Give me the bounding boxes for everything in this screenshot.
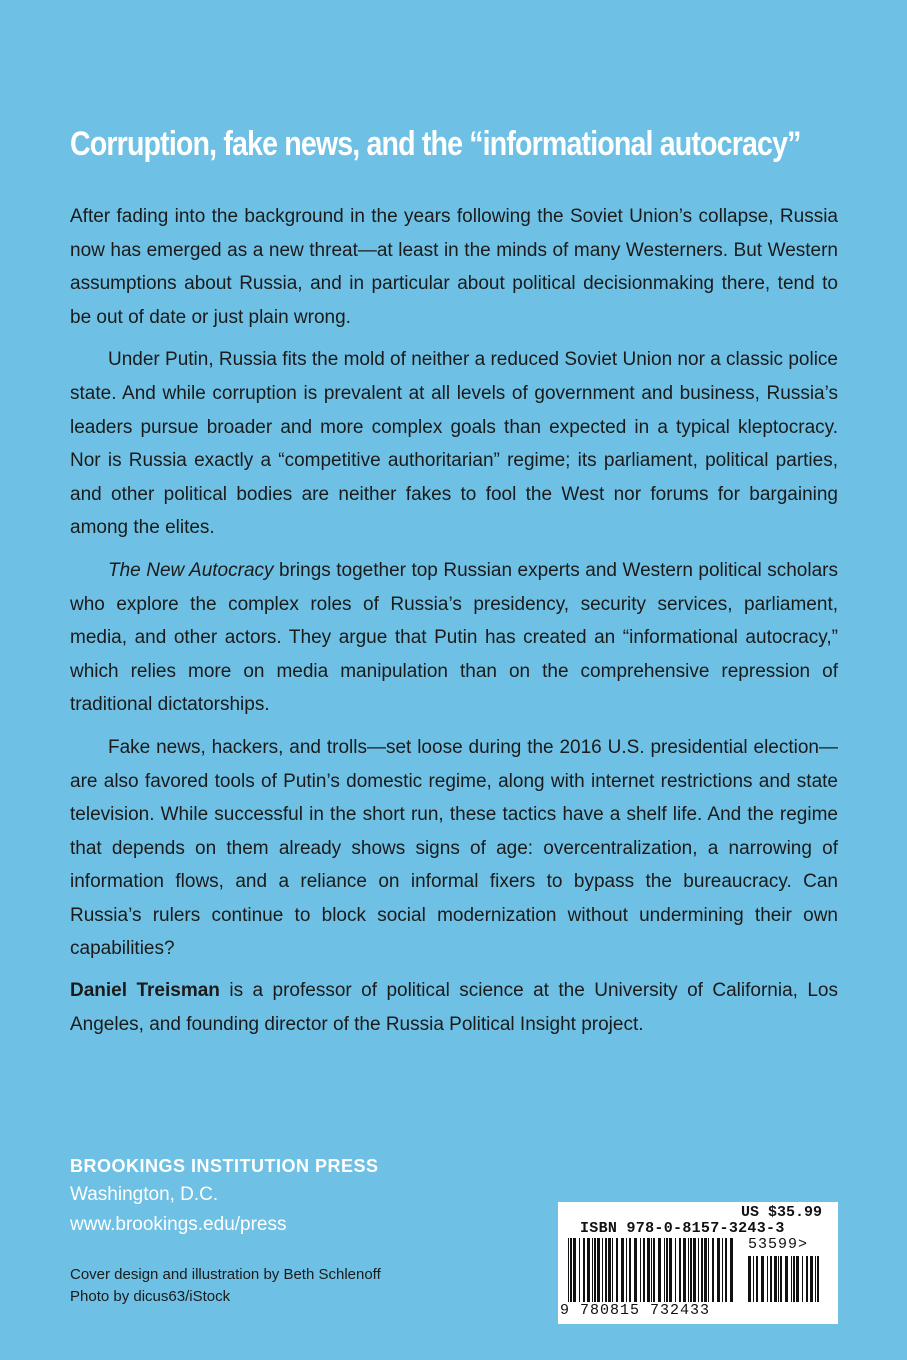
barcode-bar	[602, 1238, 603, 1302]
barcode-bar	[756, 1256, 758, 1302]
barcode-bar	[722, 1238, 723, 1302]
barcode-bar	[568, 1238, 569, 1302]
barcode-bar	[806, 1256, 808, 1302]
photo-credit: Photo by dicus63/iStock	[70, 1288, 231, 1305]
addon-barcode-bars	[748, 1256, 819, 1302]
barcode-bar	[690, 1238, 692, 1302]
blurb-paragraph-1: After fading into the background in the years following the Soviet Union’s collapse, Russia now has emerged as a new threat—at least in the minds of many Westerners. But Western assumptions about Russia, and in particular about political decisionmaking there, tend to be out of date or just plain wrong.	[70, 206, 838, 328]
publisher-url[interactable]: www.brookings.edu/press	[70, 1214, 287, 1235]
cover-design-credit: Cover design and illustration by Beth Schlenoff	[70, 1266, 381, 1283]
barcode-bar	[815, 1256, 816, 1302]
barcode-bar	[675, 1238, 676, 1302]
barcode-bar	[688, 1238, 689, 1302]
barcode-bar	[651, 1238, 652, 1302]
barcode-bar	[761, 1256, 764, 1302]
publisher-name: BROOKINGS INSTITUTION PRESS	[70, 1156, 379, 1176]
barcode-bar	[717, 1238, 720, 1302]
barcode-bar	[594, 1238, 596, 1302]
barcode-bar	[748, 1256, 751, 1302]
barcode-bar	[587, 1238, 590, 1302]
barcode-label	[558, 1202, 838, 1324]
barcode-bar	[683, 1238, 686, 1302]
barcode-bar	[793, 1256, 795, 1302]
back-cover-headline: Corruption, fake news, and the “informational autocracy”	[70, 125, 801, 163]
price-label: US $35.99	[740, 1204, 822, 1221]
publisher-city: Washington, D.C.	[70, 1184, 219, 1205]
blurb-paragraph-4: Fake news, hackers, and trolls—set loose during the 2016 U.S. presidential election—are also favored tools of Putin’s domestic regime, along with internet restrictions and state television. While successful in the short run, these tactics have a shelf life. And the regime that depends on them already shows signs of age: overcentralization, a narrowing of information flows, and a reliance on informal fixers to bypass the bureaucracy. Can Russia’s rulers continue to block social modernization without undermining their own capabilities?	[70, 736, 838, 960]
barcode-bar	[669, 1238, 672, 1302]
ean-barcode-bars	[568, 1238, 733, 1302]
barcode-bar	[608, 1238, 611, 1302]
book-title-italic: The New Autocracy	[108, 559, 274, 581]
barcode-bar	[796, 1256, 799, 1302]
barcode-bar	[698, 1238, 699, 1302]
barcode-bar	[679, 1238, 681, 1302]
isbn-label: ISBN 978-0-8157-3243-3	[580, 1220, 785, 1237]
barcode-bar	[774, 1256, 777, 1302]
barcode-bar	[653, 1238, 655, 1302]
barcode-bar	[708, 1238, 709, 1302]
barcode-bar	[701, 1238, 703, 1302]
barcode-bar	[597, 1238, 600, 1302]
ean-digits: 9 780815 732433	[560, 1302, 711, 1319]
barcode-bar	[573, 1238, 576, 1302]
barcode-bar	[791, 1256, 792, 1302]
barcode-bar	[634, 1238, 637, 1302]
author-bio-text: is a professor of political science at the University of California, Los Angeles, and founding director of the Russia Political Insight project.	[70, 980, 838, 1035]
barcode-bar	[570, 1238, 572, 1302]
barcode-bar	[592, 1238, 593, 1302]
blurb-paragraph-2: Under Putin, Russia fits the mold of neither a reduced Soviet Union nor a classic police state. And while corruption is prevalent at all levels of government and business, Russia’s leaders pursue broader and more complex goals than expected in a typical kleptocracy. Nor is Russia exactly a “competitive authoritarian” regime; its parliament, political parties, and other political bodies are neither fakes to fool the West nor forums for bargaining among the elites.	[70, 349, 838, 539]
barcode-bar	[605, 1238, 607, 1302]
blurb-paragraph-3	[70, 554, 838, 722]
barcode-bar	[778, 1256, 779, 1302]
barcode-bar	[802, 1256, 803, 1302]
barcode-bar	[579, 1238, 580, 1302]
blurb-paragraph-3-text: brings together top Russian experts and Western political scholars who explore the complex roles of Russia’s presidency, security services, parliament, media, and other actors. They argue that Putin has created an “informational autocracy,” which relies more on media manipulation than on the comprehensive repression of traditional dictatorships.	[70, 559, 838, 716]
barcode-bar	[785, 1256, 788, 1302]
barcode-bar	[612, 1238, 613, 1302]
barcode-bar	[647, 1238, 650, 1302]
barcode-bar	[643, 1238, 645, 1302]
author-bio	[70, 974, 838, 1041]
barcode-bar	[666, 1238, 668, 1302]
barcode-bar	[767, 1256, 768, 1302]
barcode-bar	[658, 1238, 661, 1302]
barcode-bar	[693, 1238, 696, 1302]
barcode-bar	[616, 1238, 618, 1302]
barcode-bar	[810, 1256, 813, 1302]
price-addon-digits: 53599>	[748, 1236, 809, 1253]
barcode-bar	[626, 1238, 627, 1302]
barcode-bar	[780, 1256, 782, 1302]
barcode-bar	[725, 1238, 727, 1302]
barcode-bar	[640, 1238, 641, 1302]
barcode-bar	[712, 1238, 714, 1302]
barcode-bar	[629, 1238, 631, 1302]
barcode-bar	[583, 1238, 585, 1302]
blurb-body	[70, 200, 838, 975]
author-name: Daniel Treisman	[70, 980, 220, 1001]
barcode-bar	[770, 1256, 772, 1302]
barcode-bar	[664, 1238, 665, 1302]
barcode-bar	[704, 1238, 707, 1302]
barcode-bar	[817, 1256, 819, 1302]
barcode-bar	[621, 1238, 624, 1302]
barcode-bar	[753, 1256, 754, 1302]
barcode-bar	[730, 1238, 733, 1302]
